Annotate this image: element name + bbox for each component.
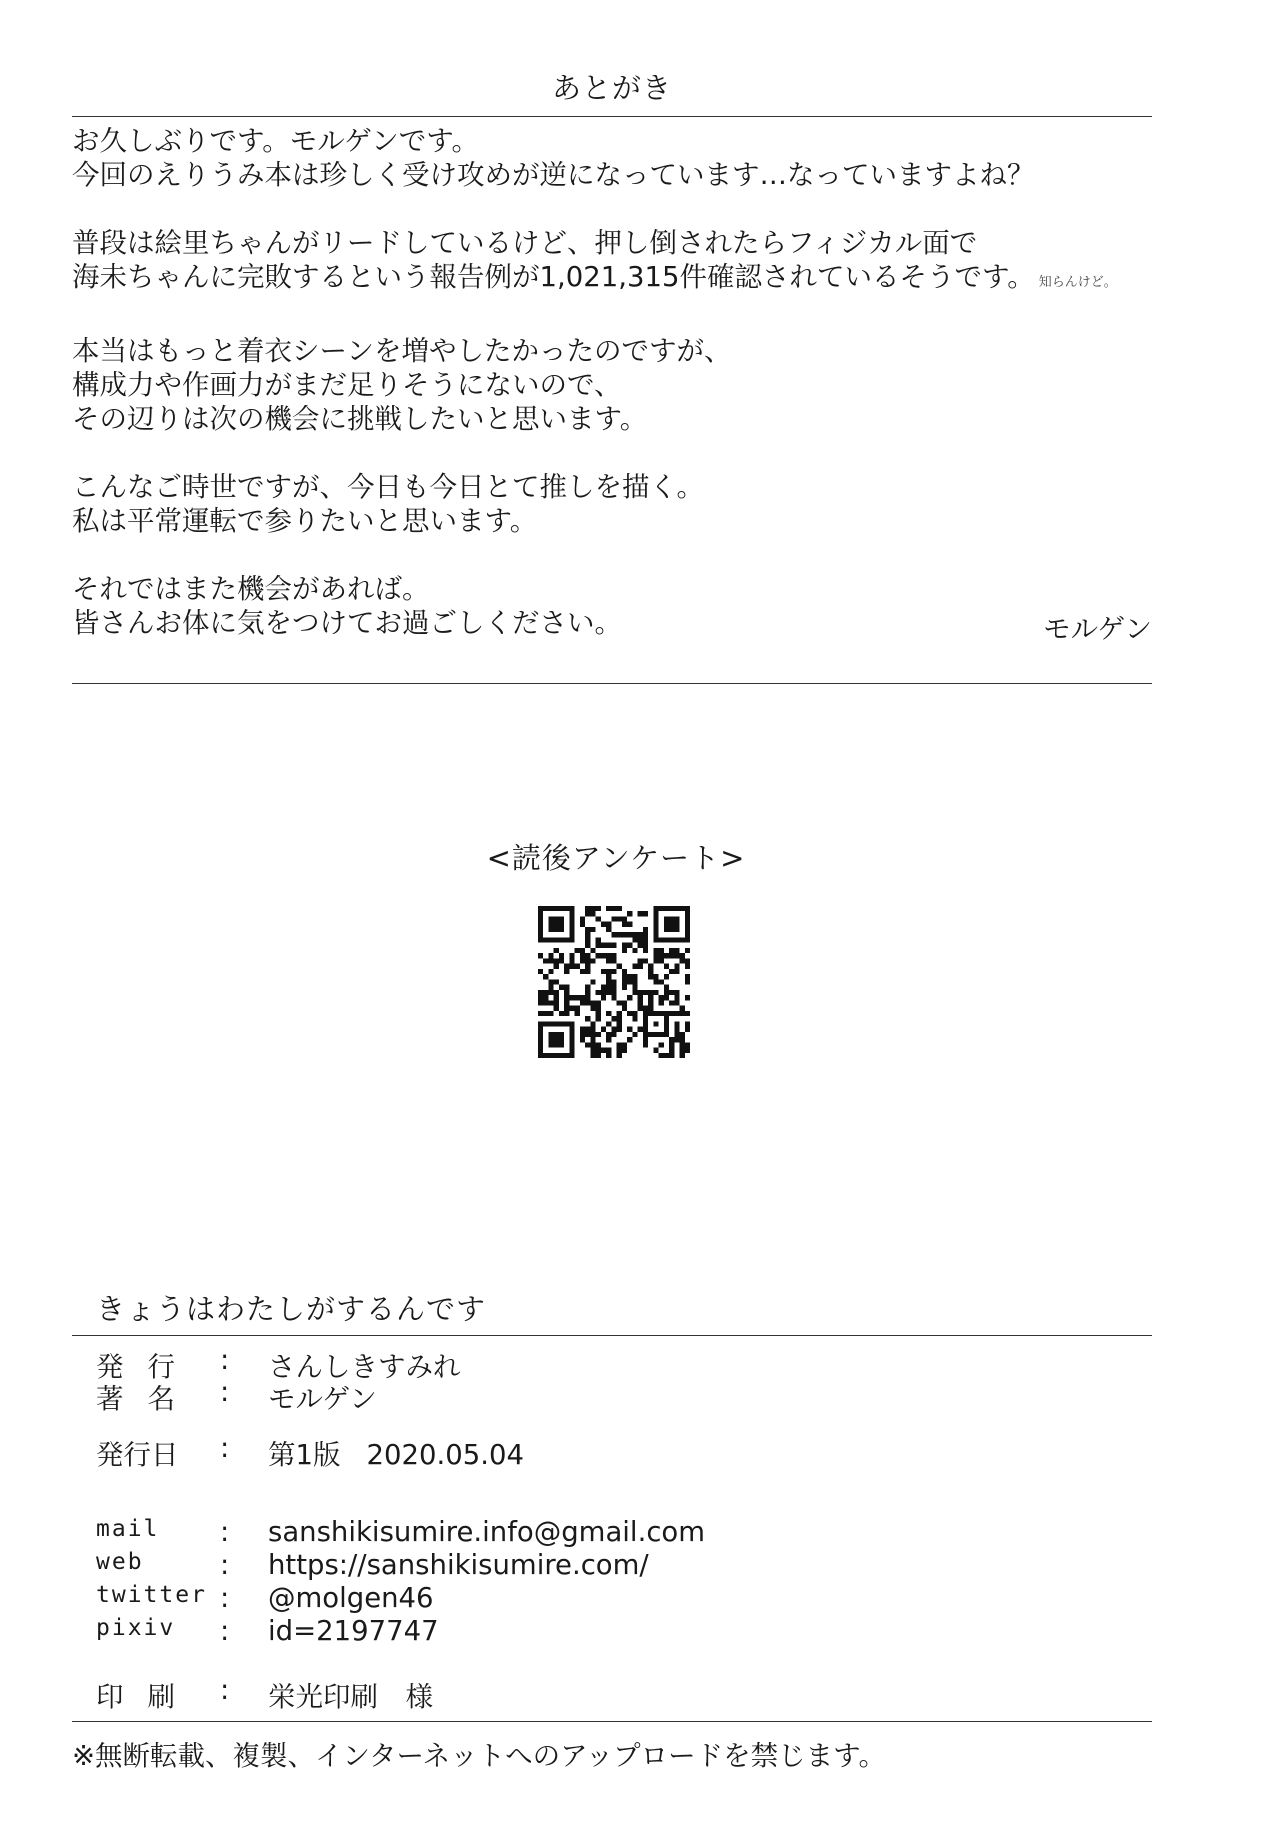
author-value: モルゲン — [268, 1383, 377, 1415]
aside-note: 知らんけど。 — [1038, 275, 1117, 290]
separator: : — [220, 1376, 230, 1408]
book-title: きょうはわたしがするんです — [96, 1292, 487, 1326]
date-label: 発行日 — [96, 1439, 179, 1471]
text-line-main: 海未ちゃんに完敗するという報告例が1,021,315件確認されているそうです。 — [72, 261, 1035, 293]
separator: : — [220, 1615, 230, 1647]
edition-value: 第1版 — [268, 1439, 341, 1471]
mail-value[interactable]: sanshikisumire.info@gmail.com — [268, 1516, 706, 1548]
text-line: お久しぶりです。モルゲンです。 — [72, 125, 479, 157]
text-line: その辺りは次の機会に挑戦したいと思います。 — [72, 403, 648, 435]
publisher-value: さんしきすみれ — [268, 1351, 461, 1383]
release-date: 2020.05.04 — [366, 1439, 524, 1471]
publisher-label: 発行 — [96, 1351, 199, 1383]
text-line: 私は平常運転で参りたいと思います。 — [72, 505, 538, 537]
text-line: 本当はもっと着衣シーンを増やしたかったのですが、 — [72, 335, 732, 367]
author-label: 著名 — [96, 1383, 199, 1415]
paragraph — [72, 226, 1152, 300]
web-value[interactable]: https://sanshikisumire.com/ — [268, 1549, 649, 1581]
web-label: web — [96, 1549, 144, 1575]
text-line: こんなご時世ですが、今日も今日とて推しを描く。 — [72, 471, 704, 503]
separator: : — [220, 1432, 230, 1464]
mail-label: mail — [96, 1516, 160, 1542]
afterword-title: あとがき — [551, 71, 672, 105]
paragraph — [72, 470, 1152, 538]
separator: : — [220, 1516, 230, 1548]
divider — [72, 116, 1152, 117]
text-line: 構成力や作画力がまだ足りそうにないので、 — [72, 369, 622, 401]
afterword-body — [72, 124, 1152, 674]
separator: : — [220, 1674, 230, 1706]
survey-label: <読後アンケート> — [486, 841, 746, 875]
divider — [72, 1721, 1152, 1722]
printer-label: 印刷 — [96, 1681, 199, 1713]
printer-value: 栄光印刷 様 — [268, 1681, 433, 1713]
separator: : — [220, 1549, 230, 1581]
text-line — [72, 260, 1152, 300]
signature: モルゲン — [1043, 613, 1152, 645]
copyright-notice: ※無断転載、複製、インターネットへのアップロードを禁じます。 — [72, 1740, 886, 1772]
text-line: それではまた機会があれば。 — [72, 573, 430, 605]
date-value — [268, 1432, 524, 1472]
paragraph — [72, 124, 1152, 192]
divider — [72, 1335, 1152, 1336]
pixiv-value[interactable]: id=2197747 — [268, 1615, 439, 1647]
pixiv-label: pixiv — [96, 1615, 176, 1641]
separator: : — [220, 1344, 230, 1376]
twitter-value[interactable]: @molgen46 — [268, 1582, 434, 1614]
divider — [72, 683, 1152, 684]
paragraph — [72, 334, 1152, 436]
text-line: 普段は絵里ちゃんがリードしているけど、押し倒されたらフィジカル面で — [72, 227, 978, 259]
text-line: 今回のえりうみ本は珍しく受け攻めが逆になっています…なっていますよね？ — [72, 159, 1035, 191]
separator: : — [220, 1582, 230, 1614]
paragraph — [72, 572, 1152, 640]
qr-code-icon[interactable] — [538, 906, 690, 1058]
twitter-label: twitter — [96, 1582, 207, 1608]
text-line: 皆さんお体に気をつけてお過ごしください。 — [72, 607, 622, 639]
